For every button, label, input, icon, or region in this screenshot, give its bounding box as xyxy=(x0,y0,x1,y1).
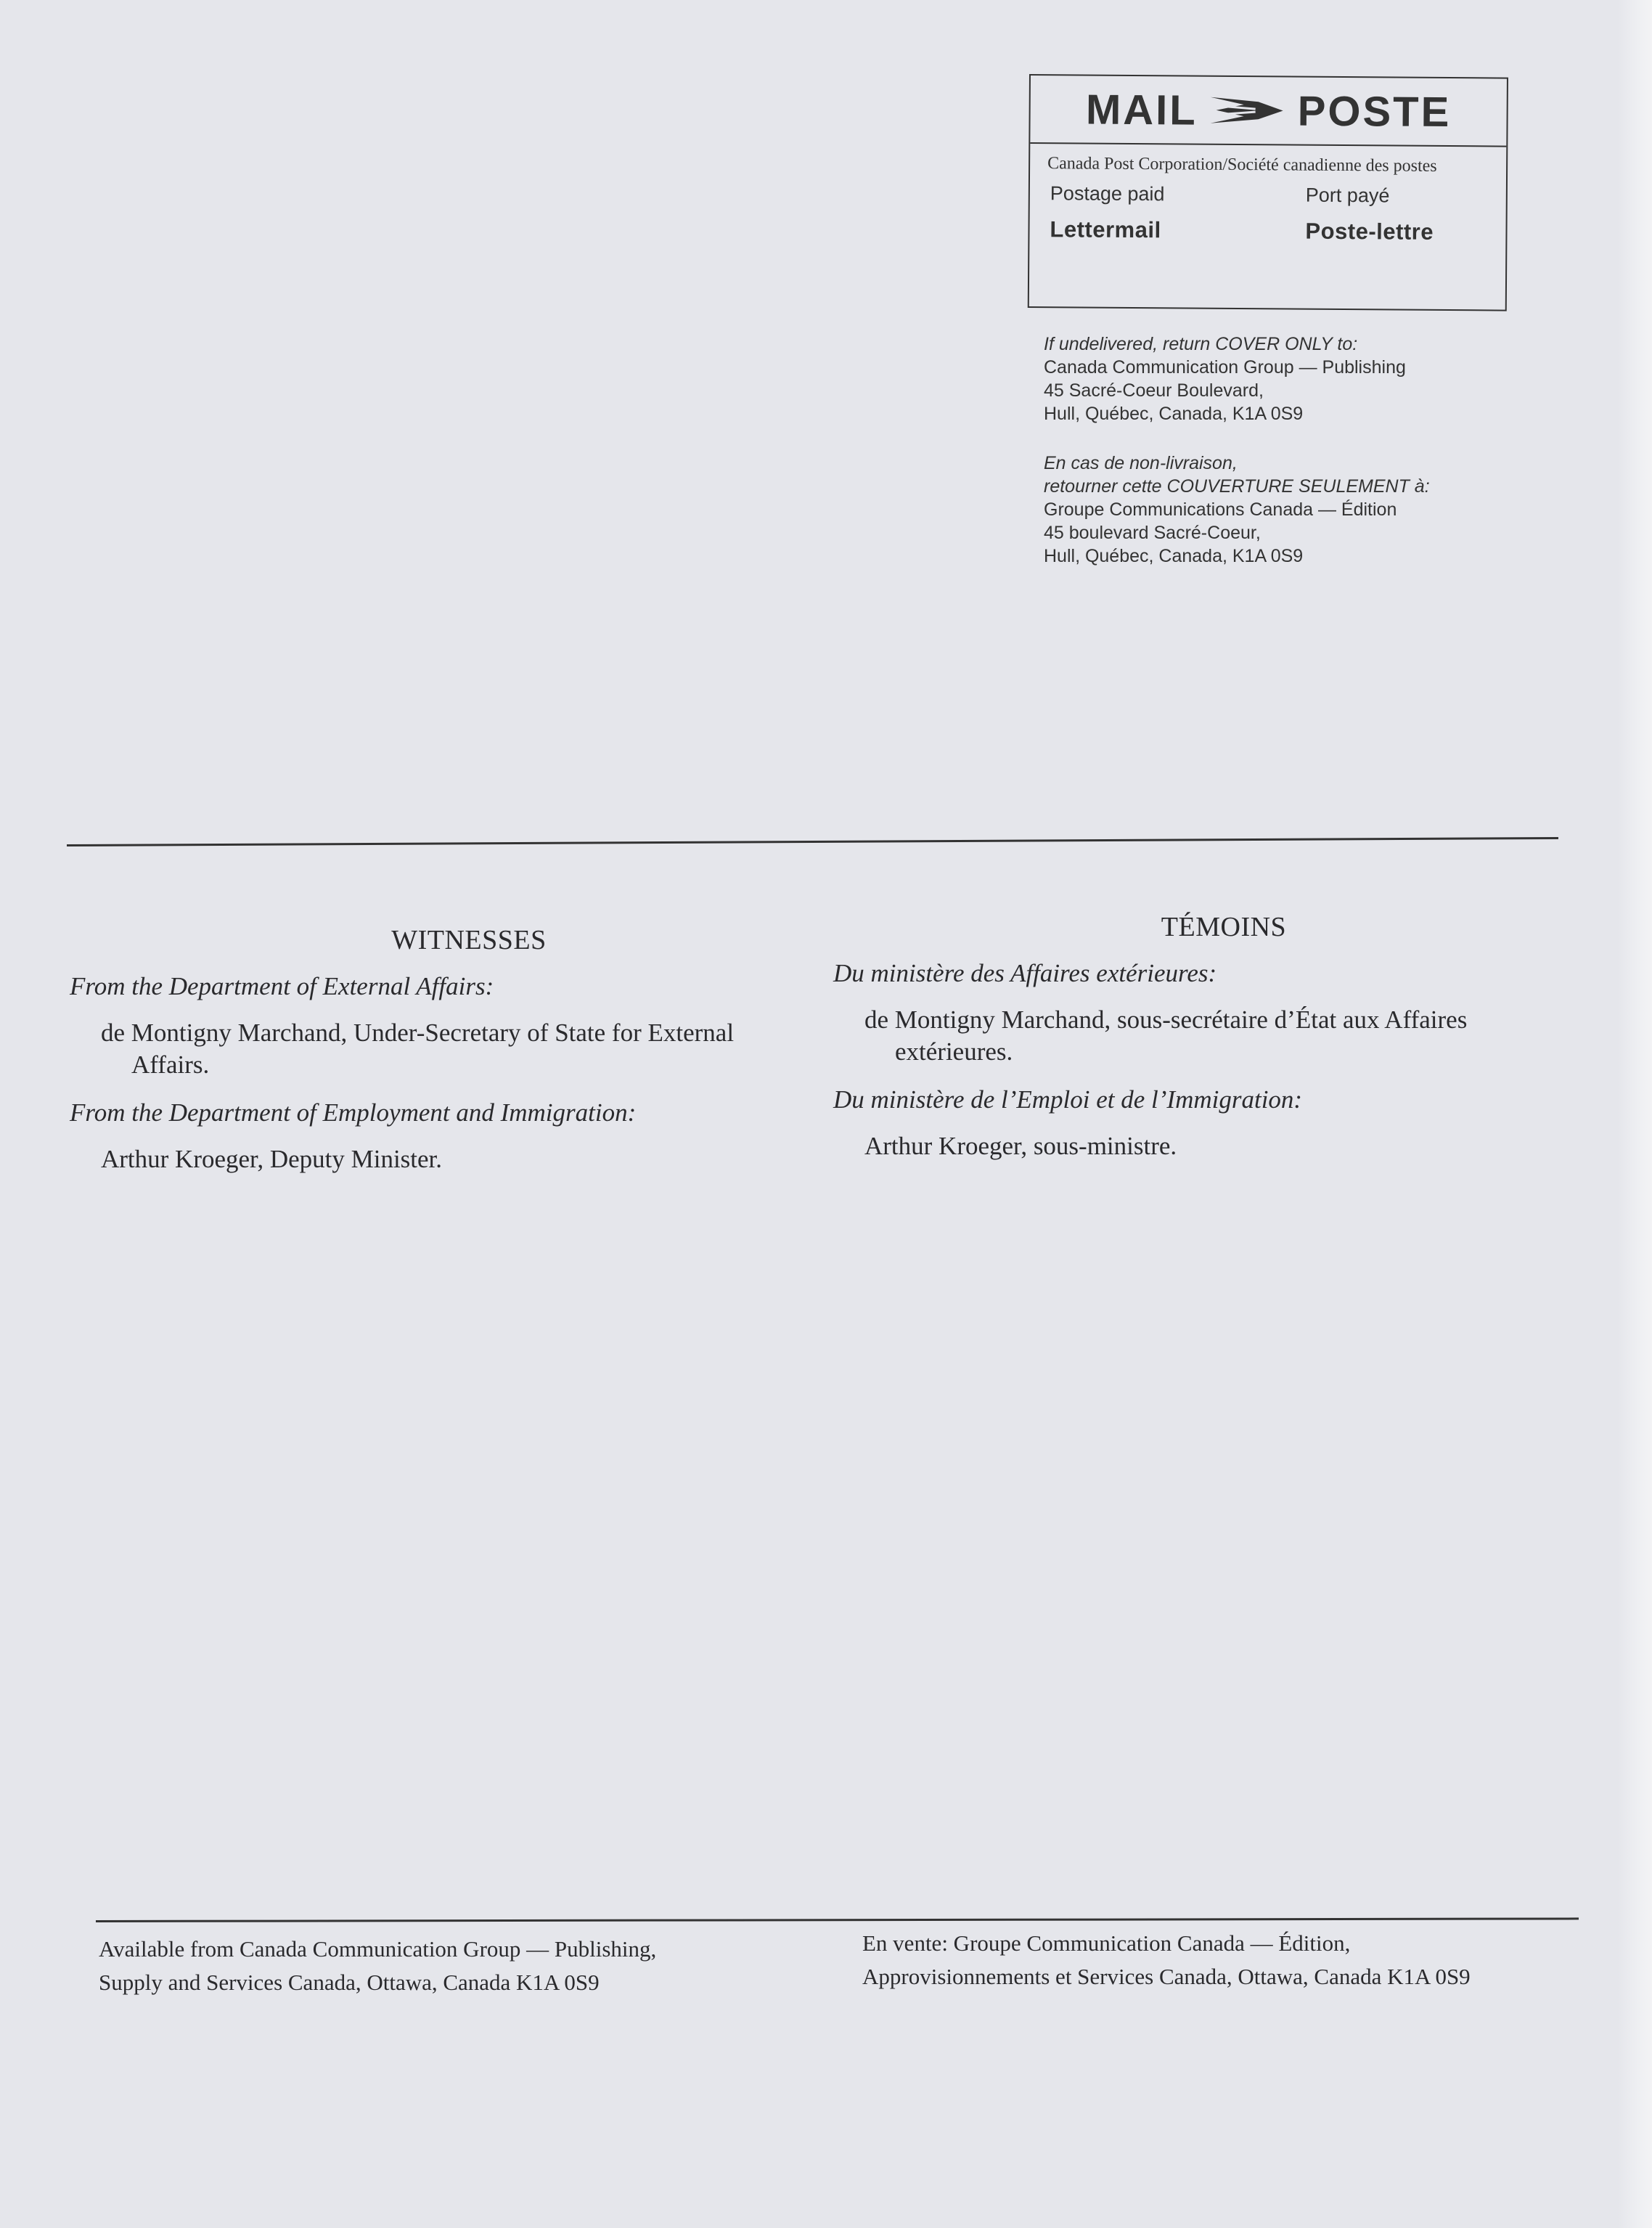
witnesses-column-en xyxy=(70,924,796,1191)
return-line: Groupe Communications Canada — Édition xyxy=(1044,499,1397,520)
postage-paid-en: Postage paid xyxy=(1050,182,1165,205)
class-fr: Poste-lettre xyxy=(1305,218,1434,245)
witness-entry: de Montigny Marchand, Under-Secretary of State for External Affairs. xyxy=(101,1019,735,1079)
postage-paid-fr: Port payé xyxy=(1305,184,1390,207)
availability-note-en xyxy=(99,1933,656,1999)
indicia-class-row xyxy=(1029,216,1505,246)
indicia-header xyxy=(1030,76,1507,147)
return-line: 45 boulevard Sacré-Coeur, xyxy=(1044,523,1261,543)
page-edge xyxy=(1617,0,1652,2228)
department-label: From the Department of External Affairs: xyxy=(70,972,494,1000)
return-instruction-en: If undelivered, return COVER ONLY to: xyxy=(1044,334,1358,354)
witness-entry: Arthur Kroeger, sous-ministre. xyxy=(864,1132,1177,1160)
return-instruction-fr: En cas de non-livraison, xyxy=(1044,453,1238,473)
class-en: Lettermail xyxy=(1050,216,1161,243)
canada-post-logo-icon xyxy=(1208,91,1288,130)
return-line: 45 Sacré-Coeur Boulevard, xyxy=(1044,380,1264,401)
return-address-fr xyxy=(1044,452,1430,568)
department-label: Du ministère des Affaires extérieures: xyxy=(833,959,1217,987)
return-line: Hull, Québec, Canada, K1A 0S9 xyxy=(1044,404,1304,424)
return-address-en xyxy=(1044,332,1406,425)
witness-entry: Arthur Kroeger, Deputy Minister. xyxy=(101,1145,443,1173)
poste-label: POSTE xyxy=(1297,87,1452,136)
indicia-postage-row xyxy=(1030,182,1506,208)
return-instruction-fr: retourner cette COUVERTURE SEULEMENT à: xyxy=(1044,476,1430,497)
footer-line: En vente: Groupe Communication Canada — Édition, xyxy=(862,1930,1351,1956)
temoins-heading: TÉMOINS xyxy=(1161,912,1287,942)
divider-top xyxy=(67,837,1558,846)
availability-note-fr xyxy=(862,1927,1471,1994)
department-label: Du ministère de l’Emploi et de l’Immigration: xyxy=(833,1085,1303,1114)
footer-line: Supply and Services Canada, Ottawa, Canada K1A 0S9 xyxy=(99,1970,600,1995)
divider-bottom xyxy=(96,1917,1579,1922)
witnesses-heading: WITNESSES xyxy=(391,925,547,955)
witness-entry: de Montigny Marchand, sous-secrétaire d’État aux Affaires extérieures. xyxy=(864,1005,1468,1066)
mail-label: MAIL xyxy=(1085,86,1198,134)
indicia-corporation: Canada Post Corporation/Société canadienne des postes xyxy=(1047,154,1437,176)
return-line: Hull, Québec, Canada, K1A 0S9 xyxy=(1044,546,1304,566)
department-label: From the Department of Employment and Immigration: xyxy=(70,1098,637,1127)
footer-line: Approvisionnements et Services Canada, Ottawa, Canada K1A 0S9 xyxy=(862,1964,1471,1989)
footer-line: Available from Canada Communication Group — Publishing, xyxy=(99,1936,657,1962)
witnesses-column-fr xyxy=(833,911,1574,1178)
return-line: Canada Communication Group — Publishing xyxy=(1044,357,1406,378)
postage-indicia xyxy=(1028,74,1508,311)
